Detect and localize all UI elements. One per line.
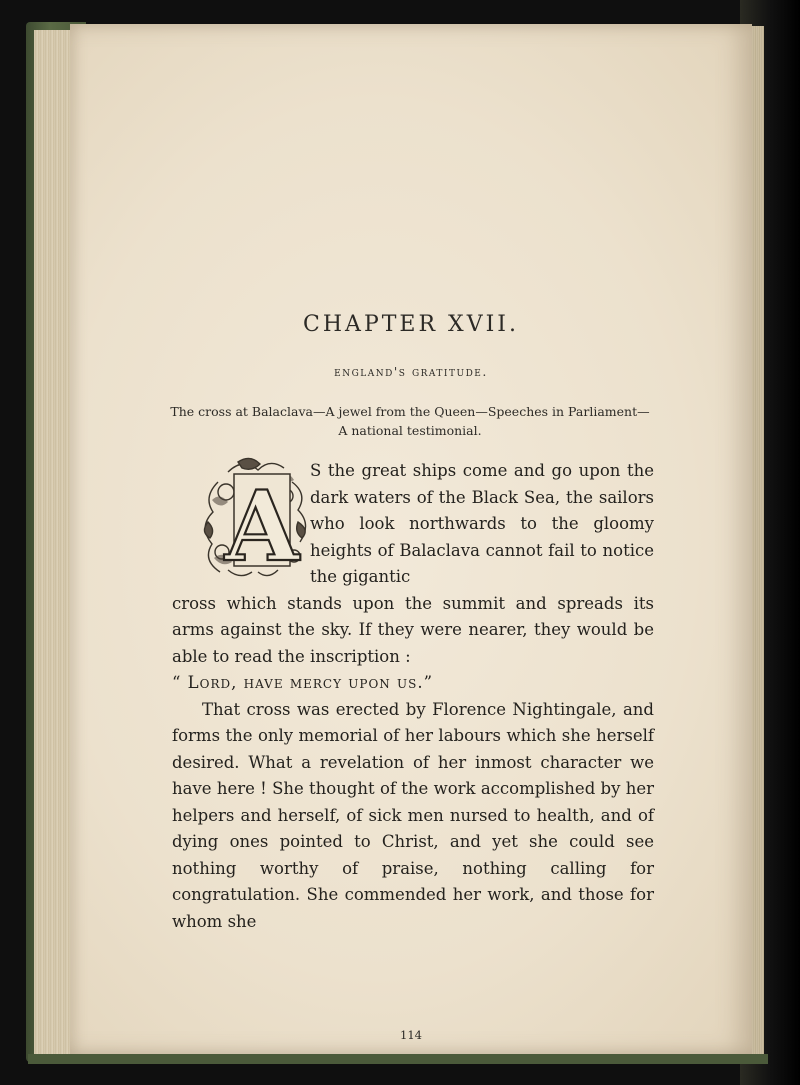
paragraph-1-part-1: S the great ships come and go upon the dark waters of the Black Sea, the sailors who look northwards to the gloomy heights of Balaclava cannot fail to notice the gigantic [310,461,654,586]
paragraph-2: That cross was erected by Florence Nightingale, and forms the only memorial of her labours which she herself desired. What a revelation of her inmost character we have here ! She thought of the work accomplished by her helpers and herself, of sick men nursed to health, and of dying ones pointed to Christ, and yet she could see nothing worthy of praise, nothing calling for congratulation. She commended her work, and those for whom she [172,699,654,931]
drop-cap-letter: A [224,470,300,582]
chapter-title: CHAPTER XVII. [303,312,519,337]
page-edges-left [34,30,72,1055]
page-number: 114 [400,1028,422,1042]
cover-bottom-edge [28,1054,768,1064]
book-page [70,24,752,1054]
inscription-quote: “ Lord, have mercy upon us.” [172,673,434,692]
paragraph-1-part-2: cross which stands upon the summit and spreads its arms against the sky. If they were nearer, they would be able to read the inscription : [172,593,654,666]
chapter-summary: The cross at Balaclava—A jewel from the Queen—Speeches in Parliament—A national testimonial. [170,404,650,438]
chapter-subtitle: england's gratitude. [334,364,488,379]
body-text [172,458,654,935]
